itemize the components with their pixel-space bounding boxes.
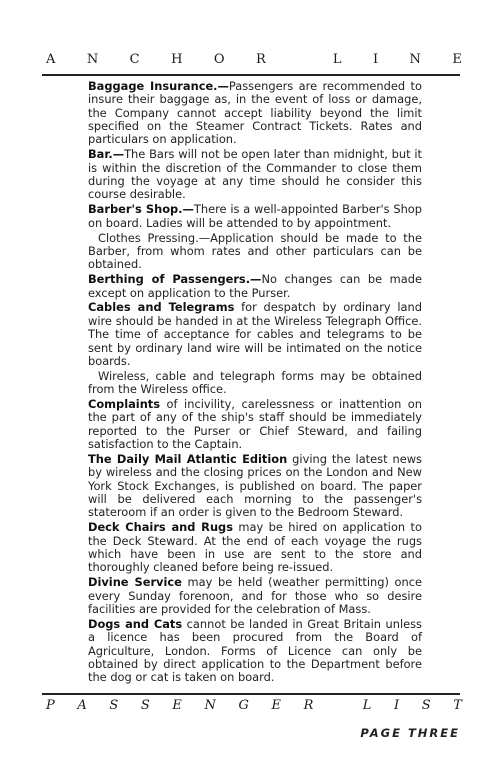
entry-bar [88, 148, 422, 201]
entry-dogs-cats [88, 618, 422, 685]
entry-term: Barber's Shop.— [88, 202, 194, 217]
header-letter: O [213, 52, 225, 67]
footer-letter: S [109, 698, 119, 713]
header-letter: E [452, 52, 462, 67]
entry-wireless-forms [88, 370, 422, 397]
footer-spacer [336, 698, 340, 713]
entry-term: Deck Chairs and Rugs [88, 520, 233, 535]
entry-term: Complaints [88, 397, 161, 412]
entry-baggage-insurance [88, 80, 422, 147]
entry-daily-mail [88, 453, 422, 520]
entry-term: Cables and Telegrams [88, 300, 235, 315]
entry-divine-service [88, 576, 422, 616]
entry-text: of incivility, carelessness or inattention on the part of any of the ship's staff should be immediately reported to the Purser or Chief Steward, and failing satisfaction to the Captain. [88, 397, 422, 452]
header-letter: H [171, 52, 183, 67]
footer-letter: I [394, 698, 400, 713]
running-footer [46, 698, 462, 713]
entry-term: Berthing of Passengers.— [88, 272, 262, 287]
footer-letter: R [303, 698, 314, 713]
entry-text: Clothes Pressing.—Application should be made to the Barber, from whom rates and other particulars can be obtained. [88, 230, 422, 272]
entry-text: may be hired on application to the Deck Steward. At the end of each voyage the rugs which have been in use are sent to the store and thoroughly cleaned before being re-issued. [88, 520, 422, 575]
entry-text: No changes can be made except on application to the Purser. [88, 272, 422, 300]
entry-clothes-pressing [88, 232, 422, 272]
entry-complaints [88, 398, 422, 451]
footer-letter: E [271, 698, 281, 713]
footer-letter: A [77, 698, 87, 713]
header-letter: R [256, 52, 266, 67]
footer-letter: G [238, 698, 249, 713]
entry-text: There is a well-appointed Barber's Shop on board. Ladies will be attended to by appointment. [88, 202, 422, 230]
entry-text: Passengers are recommended to insure their baggage as, in the event of loss or damage, the Company cannot accept liability beyond the limit specified on the Steamer Contract Tickets. Rates and particulars on application. [88, 79, 422, 147]
running-header [46, 52, 462, 67]
entry-text: Wireless, cable and telegraph forms may be obtained from the Wireless office. [88, 368, 422, 397]
entry-term: Baggage Insurance.— [88, 79, 229, 93]
page-number: PAGE THREE [360, 726, 460, 740]
footer-rule [42, 693, 460, 695]
entry-berthing [88, 273, 422, 300]
footer-letter: T [453, 698, 462, 713]
header-rule [42, 74, 460, 76]
entry-term: Dogs and Cats [88, 616, 183, 631]
entry-barbers-shop [88, 203, 422, 230]
footer-letter: P [46, 698, 55, 713]
footer-letter: E [172, 698, 182, 713]
entry-text: cannot be landed in Great Britain unless a licence has been procured from the Board of Agriculture, London. Forms of Licence can only be obtained by direct application to the Department before the dog or cat is taken on board. [88, 616, 422, 685]
entry-term: Divine Service [88, 575, 182, 590]
footer-letter: S [421, 698, 431, 713]
footer-letter: L [362, 698, 372, 713]
header-spacer [297, 52, 301, 67]
entry-text: for despatch by ordinary land wire should be handed in at the Wireless Telegraph Office. The time of acceptance for cables and telegrams to be sent by ordinary land wire will be intimated on the notice boards. [88, 300, 422, 368]
header-letter: L [332, 52, 342, 67]
entry-text: The Bars will not be open later than midnight, but it is within the discretion of the Commander to close them during the voyage at any time should he consider this course desirable. [88, 147, 422, 202]
footer-letter: S [140, 698, 150, 713]
entry-term: The Daily Mail Atlantic Edition [88, 452, 288, 467]
entry-text: giving the latest news by wireless and the closing prices on the London and New York Stock Exchanges, is published on board. The paper will be delivered each morning to the passenger's stateroom if an order is given to the Bedroom Steward. [88, 452, 422, 520]
entry-deck-chairs [88, 521, 422, 574]
footer-letter: N [204, 698, 216, 713]
regulations-body [88, 80, 422, 686]
header-letter: N [409, 52, 421, 67]
entry-cables-telegrams [88, 301, 422, 368]
entry-text: may be held (weather permitting) once every Sunday forenoon, and for those who so desire facilities are provided for the celebration of Mass. [88, 575, 422, 616]
header-letter: A [46, 52, 56, 67]
header-letter: I [372, 52, 379, 67]
header-letter: N [86, 52, 99, 67]
header-letter: C [129, 52, 140, 67]
entry-term: Bar.— [88, 147, 125, 162]
